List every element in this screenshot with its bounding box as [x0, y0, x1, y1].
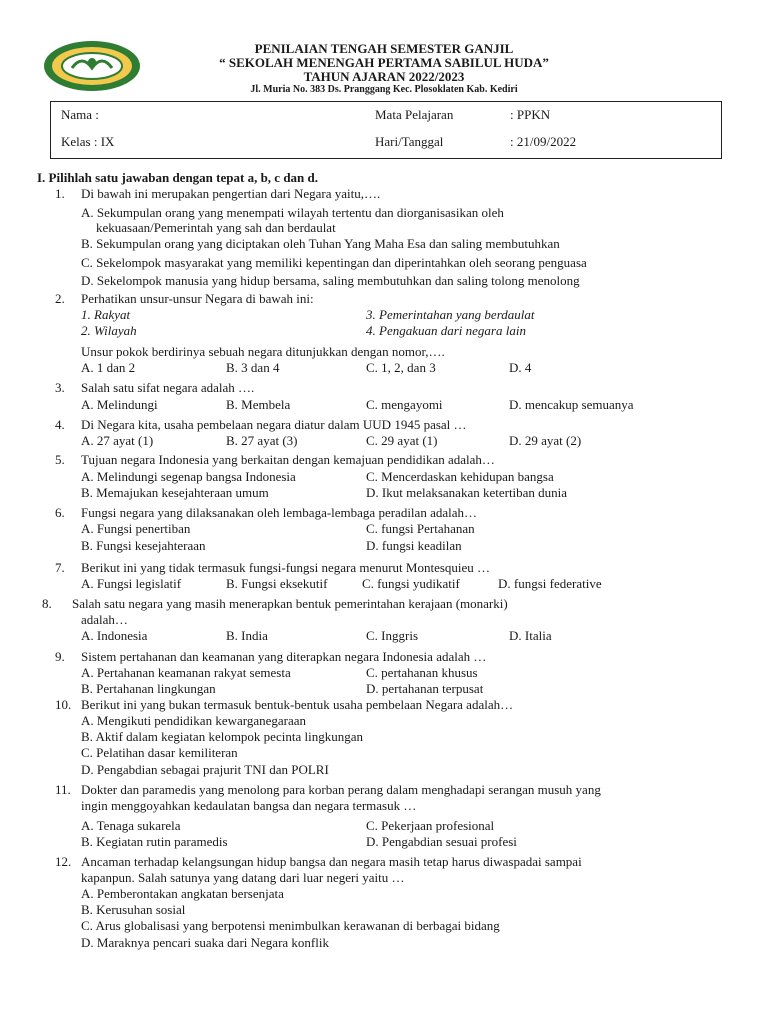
question-number: 4. — [55, 417, 65, 432]
option-c: C. mengayomi — [366, 397, 443, 412]
option-a: A. 1 dan 2 — [81, 360, 136, 375]
question-text-cont: kapanpun. Salah satunya yang datang dari luar negeri yaitu … — [81, 870, 405, 885]
option-b: B. 3 dan 4 — [226, 360, 280, 375]
hari-value: : 21/09/2022 — [510, 134, 577, 149]
question-text: Fungsi negara yang dilaksanakan oleh lembaga-lembaga peradilan adalah… — [81, 505, 477, 520]
question-text: Dokter dan paramedis yang menolong para korban perang dalam menghadapi serangan musuh yang — [81, 782, 601, 797]
option-b: B. Memajukan kesejahteraan umum — [81, 485, 269, 500]
option-d: D. Pengabdian sesuai profesi — [366, 834, 517, 849]
option-d: D. 29 ayat (2) — [509, 433, 582, 448]
option-b: B. Fungsi eksekutif — [226, 576, 328, 591]
option-d: D. Ikut melaksanakan ketertiban dunia — [366, 485, 568, 500]
school-address: Jl. Muria No. 383 Ds. Pranggang Kec. Plosoklaten Kab. Kediri — [250, 84, 518, 95]
question-text: Ancaman terhadap kelangsungan hidup bangsa dan negara masih tetap harus diwaspadai sampai — [81, 854, 582, 869]
question-number: 1. — [55, 186, 65, 201]
question-text: Perhatikan unsur-unsur Negara di bawah ini: — [81, 291, 314, 306]
option-c: C. Arus globalisasi yang berpotensi menimbulkan kerawanan di berbagai bidang — [81, 918, 500, 933]
option-c: C. fungsi Pertahanan — [366, 521, 475, 536]
option-d: D. 4 — [509, 360, 532, 375]
section-instruction: I. Pilihlah satu jawaban dengan tepat a, b, c dan d. — [37, 170, 319, 185]
option-d: D. mencakup semuanya — [509, 397, 634, 412]
question-text: Salah satu negara yang masih menerapkan bentuk pemerintahan kerajaan (monarki) — [72, 596, 508, 611]
question-text: Berikut ini yang tidak termasuk fungsi-fungsi negara menurut Montesquieu … — [81, 560, 491, 575]
element-3: 3. Pemerintahan yang berdaulat — [366, 307, 535, 322]
option-a-cont: kekuasaan/Pemerintah yang sah dan berdaulat — [96, 220, 336, 235]
element-1: 1. Rakyat — [81, 307, 131, 322]
hari-label: Hari/Tanggal — [375, 134, 444, 149]
question-text: Sistem pertahanan dan keamanan yang diterapkan negara Indonesia adalah … — [81, 649, 487, 664]
option-b: B. Pertahanan lingkungan — [81, 681, 216, 696]
mapel-value: : PPKN — [510, 107, 551, 122]
option-a: A. Pertahanan keamanan rakyat semesta — [81, 665, 291, 680]
option-d: D. Sekelompok manusia yang hidup bersama, saling membutuhkan dan saling tolong menolong — [81, 273, 580, 288]
option-d: D. pertahanan terpusat — [366, 681, 484, 696]
option-a: A. 27 ayat (1) — [81, 433, 154, 448]
option-d: D. fungsi keadilan — [366, 538, 462, 553]
question-text-cont: ingin menggoyahkan kedaulatan bangsa dan negara termasuk … — [81, 798, 417, 813]
option-b: B. Membela — [226, 397, 291, 412]
option-a: A. Indonesia — [81, 628, 148, 643]
option-c: C. 1, 2, dan 3 — [366, 360, 436, 375]
question-number: 11. — [55, 782, 71, 797]
option-d: D. Italia — [509, 628, 552, 643]
kelas-label: Kelas : IX — [61, 134, 115, 149]
option-b: B. Kegiatan rutin paramedis — [81, 834, 228, 849]
option-c: C. Pelatihan dasar kemiliteran — [81, 745, 238, 760]
option-b: B. Fungsi kesejahteraan — [81, 538, 206, 553]
question-text: Tujuan negara Indonesia yang berkaitan dengan kemajuan pendidikan adalah… — [81, 452, 495, 467]
question-text: Di bawah ini merupakan pengertian dari Negara yaitu,…. — [81, 186, 381, 201]
option-a: A. Sekumpulan orang yang menempati wilayah tertentu dan diorganisasikan oleh — [81, 205, 504, 220]
option-d: D. Pengabdian sebagai prajurit TNI dan POLRI — [81, 762, 329, 777]
academic-year: TAHUN AJARAN 2022/2023 — [303, 69, 465, 84]
option-d: D. Maraknya pencari suaka dari Negara konflik — [81, 935, 329, 950]
option-b: B. Kerusuhan sosial — [81, 902, 186, 917]
option-d: D. fungsi federative — [498, 576, 602, 591]
question-number: 2. — [55, 291, 65, 306]
option-a: A. Pemberontakan angkatan bersenjata — [81, 886, 284, 901]
option-a: A. Melindungi segenap bangsa Indonesia — [81, 469, 296, 484]
option-a: A. Fungsi legislatif — [81, 576, 182, 591]
option-b: B. Sekumpulan orang yang diciptakan oleh Tuhan Yang Maha Esa dan saling membutuhkan — [81, 236, 560, 251]
option-c: C. Mencerdaskan kehidupan bangsa — [366, 469, 554, 484]
option-a: A. Melindungi — [81, 397, 158, 412]
element-4: 4. Pengakuan dari negara lain — [366, 323, 526, 338]
question-subtext: Unsur pokok berdirinya sebuah negara ditunjukkan dengan nomor,…. — [81, 344, 445, 359]
nama-label: Nama : — [61, 107, 99, 122]
question-number: 8. — [42, 596, 52, 611]
option-c: C. 29 ayat (1) — [366, 433, 438, 448]
question-number: 9. — [55, 649, 65, 664]
option-c: C. fungsi yudikatif — [362, 576, 460, 591]
element-2: 2. Wilayah — [81, 323, 137, 338]
question-number: 12. — [55, 854, 72, 869]
question-number: 7. — [55, 560, 65, 575]
question-number: 6. — [55, 505, 65, 520]
option-a: A. Tenaga sukarela — [81, 818, 181, 833]
question-number: 5. — [55, 452, 65, 467]
exam-title: PENILAIAN TENGAH SEMESTER GANJIL — [254, 41, 514, 56]
school-name: “ SEKOLAH MENENGAH PERTAMA SABILUL HUDA” — [219, 55, 549, 70]
question-number: 10. — [55, 697, 72, 712]
option-c: C. pertahanan khusus — [366, 665, 478, 680]
question-text-cont: adalah… — [81, 612, 128, 627]
option-c: C. Pekerjaan profesional — [366, 818, 495, 833]
option-b: B. India — [226, 628, 268, 643]
option-a: A. Mengikuti pendidikan kewarganegaraan — [81, 713, 307, 728]
option-b: B. 27 ayat (3) — [226, 433, 298, 448]
option-b: B. Aktif dalam kegiatan kelompok pecinta lingkungan — [81, 729, 363, 744]
question-text: Salah satu sifat negara adalah …. — [81, 380, 255, 395]
option-c: C. Inggris — [366, 628, 418, 643]
question-number: 3. — [55, 380, 65, 395]
question-text: Berikut ini yang bukan termasuk bentuk-bentuk usaha pembelaan Negara adalah… — [81, 697, 514, 712]
question-text: Di Negara kita, usaha pembelaan negara diatur dalam UUD 1945 pasal … — [81, 417, 467, 432]
mapel-label: Mata Pelajaran — [375, 107, 454, 122]
option-a: A. Fungsi penertiban — [81, 521, 191, 536]
option-c: C. Sekelompok masyarakat yang memiliki kepentingan dan diperintahkan oleh seorang penguasa — [81, 255, 587, 270]
